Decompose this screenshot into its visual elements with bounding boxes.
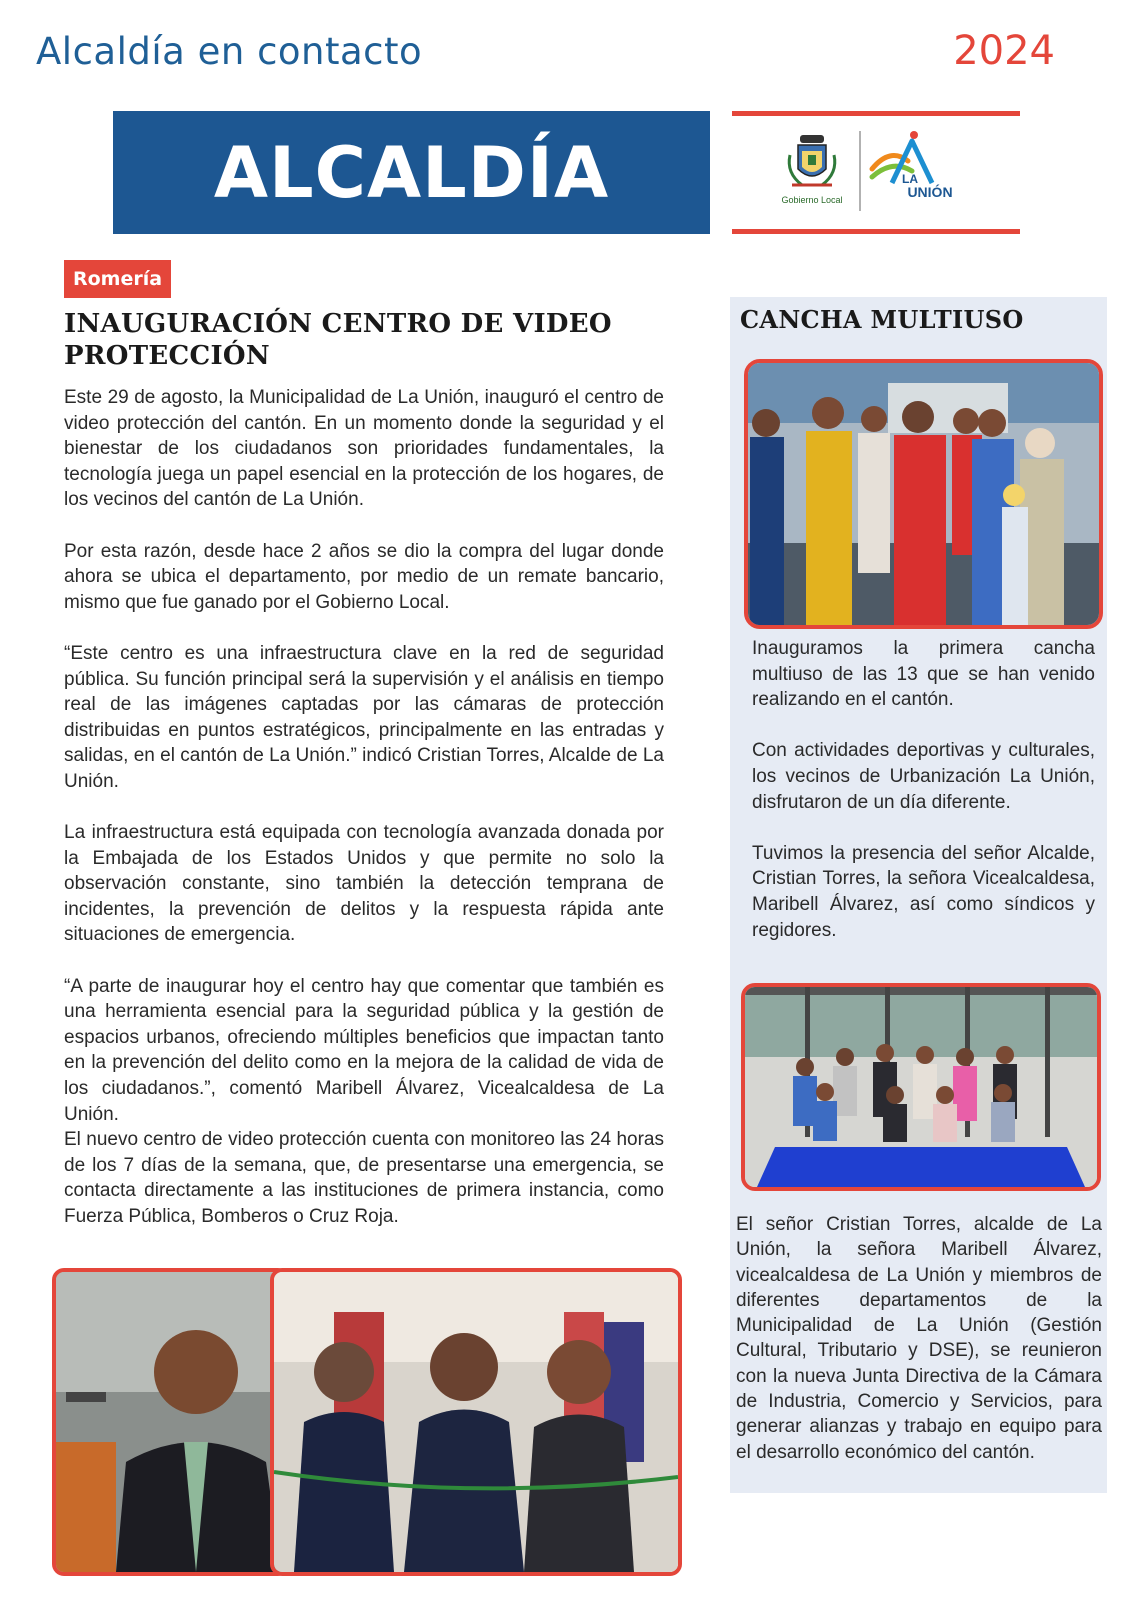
sidebar-paragraph: Tuvimos la presencia del señor Alcalde, Cristian Torres, la señora Vicealcaldesa, Maribell Álvarez, así como síndicos y regidores. <box>752 842 1095 941</box>
sidebar-closing-text: El señor Cristian Torres, alcalde de La Unión, la señora Maribell Álvarez, vicealcaldesa de La Unión y miembros de diferentes departamentos de la Municipalidad de La Unión (Gestión Cultural, Tributario y DSE), se reunieron con la nueva Junta Directiva de la Cámara de Industria, Comercio y Servicios, para generar alianzas y trabajo en equipo para el desarrollo económico del cantón. <box>736 1214 1102 1463</box>
chamber-meeting-image <box>745 987 1097 1187</box>
mayor-speaking-image <box>56 1272 286 1572</box>
cancha-group-image <box>748 363 1099 625</box>
coat-of-arms-icon <box>789 135 835 185</box>
article-paragraph: Por esta razón, desde hace 2 años se dio la compra del lugar donde ahora se ubica el departamento, por medio de un remate bancario, mismo que fue ganado por el Gobierno Local. <box>64 540 664 613</box>
photo-ribbon-cutting <box>270 1268 682 1576</box>
article-paragraph: El nuevo centro de video protección cuenta con monitoreo las 24 horas de los 7 días de la semana, que, de presentarse una emergencia, se contacta directamente a las instituciones de primera instancia, como Fuerza Pública, Bomberos o Cruz Roja. <box>64 1129 664 1227</box>
section-banner-label: ALCALDÍA <box>213 131 610 214</box>
article-paragraph: La infraestructura está equipada con tecnología avanzada donada por la Embajada de los Estados Unidos y que permite no solo la observación constante, sino también la detección temprana de incidentes, la prevención de delitos y la respuesta rápida ante situaciones de emergencia. <box>64 822 664 946</box>
photo-chamber-meeting <box>741 983 1101 1191</box>
la-union-logo <box>732 111 1020 234</box>
logo-right-union: UNIÓN <box>907 184 953 200</box>
photo-cancha-group <box>744 359 1103 629</box>
section-banner <box>113 111 710 234</box>
article-paragraph: Este 29 de agosto, la Municipalidad de La Unión, inauguró el centro de video protección del cantón. En un momento donde la seguridad y el bienestar de los ciudadanos son prioridades fundamentales, la tecnología juega un papel esencial en la protección de los hogares, de los vecinos del cantón de La Unión. <box>64 387 664 511</box>
page-series-title: Alcaldía en contacto <box>36 30 423 73</box>
sidebar-headline: CANCHA MULTIUSO <box>740 305 1024 334</box>
sidebar-paragraph: Con actividades deportivas y culturales, los vecinos de Urbanización La Unión, disfrutaron de un día diferente. <box>752 740 1095 813</box>
article-body <box>64 385 664 1230</box>
sidebar-paragraph: Inauguramos la primera cancha multiuso de las 13 que se han venido realizando en el cantón. <box>752 638 1095 711</box>
article-headline: INAUGURACIÓN CENTRO DE VIDEO PROTECCIÓN <box>64 309 612 371</box>
logo-right-la: LA <box>902 172 918 186</box>
article-paragraph: “Este centro es una infraestructura clave en la red de seguridad pública. Su función principal será la supervisión y el análisis en tiempo real de las imágenes captadas por las cámaras de protección distribuidas en puntos estratégicos, principalmente en las entradas y salidas, en el cantón de La Unión.” indicó Cristian Torres, Alcalde de La Unión. <box>64 642 664 792</box>
logo-left-caption: Gobierno Local <box>781 195 843 205</box>
ribbon-cutting-image <box>274 1272 678 1572</box>
photo-mayor-speaking <box>52 1268 290 1576</box>
article-tag: Romería <box>64 260 171 298</box>
sidebar-body <box>752 636 1095 969</box>
article-paragraph: “A parte de inaugurar hoy el centro hay que comentar que también es una herramienta esencial para la seguridad pública y la gestión de espacios urbanos, ofreciendo múltiples beneficios que impactan tanto en la prevención del delito como en la mejora de la calidad de vida de los ciudadanos.”, comentó Maribell Álvarez, Vicealcaldesa de La Unión. <box>64 975 664 1125</box>
page-year: 2024 <box>953 28 1055 74</box>
municipal-logo-box <box>732 111 1020 234</box>
